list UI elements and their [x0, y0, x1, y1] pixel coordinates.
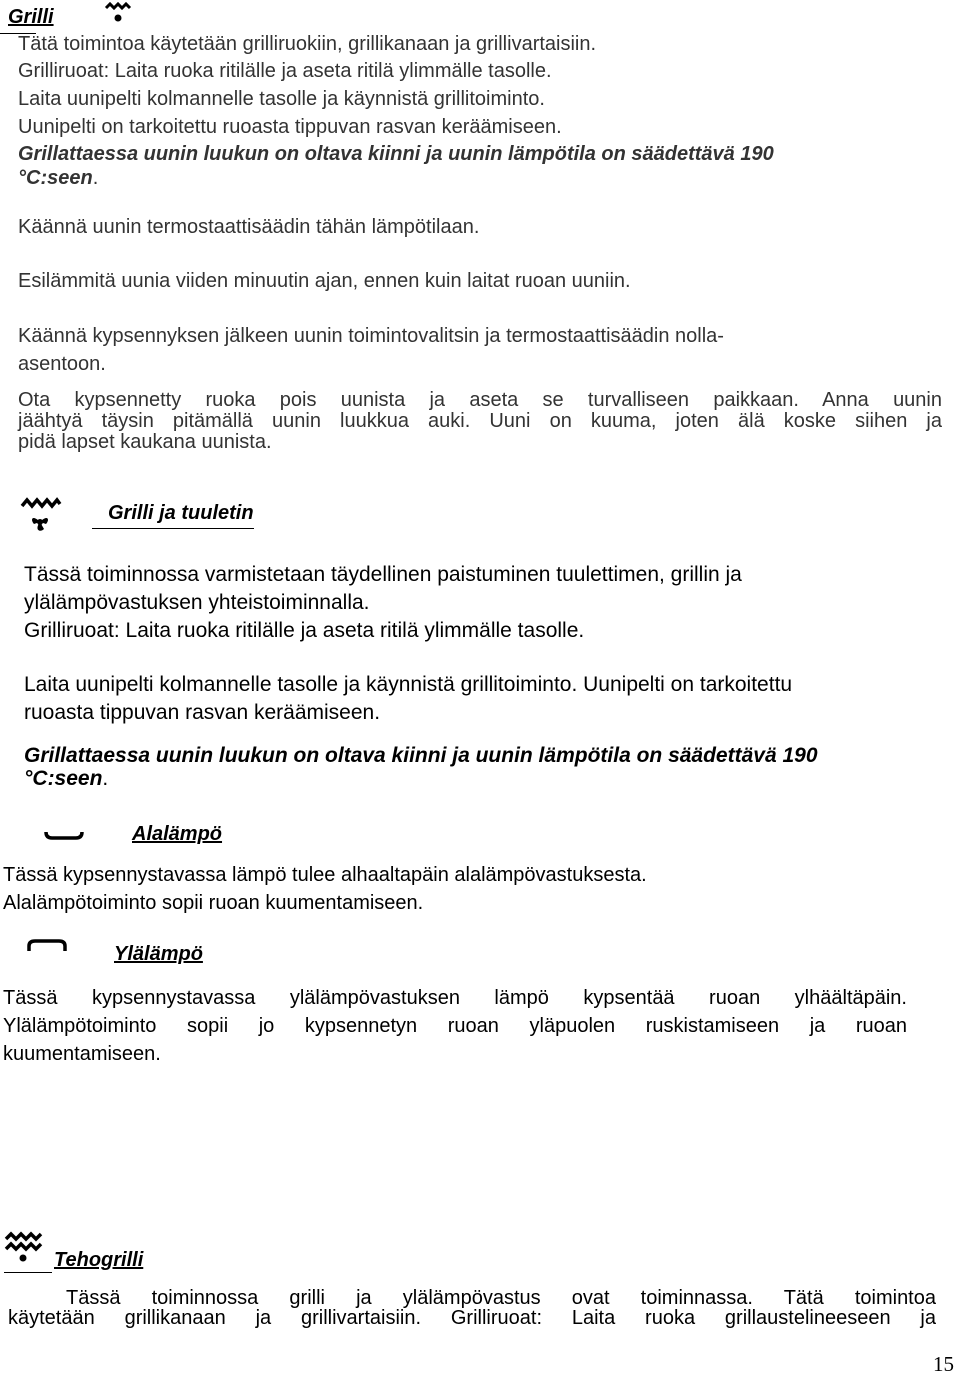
grilli-safety-line-2: jäähtyä täysin pitämällä uunin luukkua auki. Uuni on kuuma, joten älä koske siihen ja [18, 410, 942, 432]
section-heading-alalampo: Alalämpö [132, 823, 223, 845]
grill-icon [104, 2, 132, 24]
warning-temperature: °C:seen [18, 167, 93, 189]
grill-fan-icon [20, 498, 62, 534]
section-heading-tehogrilli: Tehogrilli [54, 1249, 144, 1271]
alalampo-line-1: Tässä kypsennystavassa lämpö tulee alhaaltapäin alalämpövastuksesta. [3, 864, 647, 886]
grilli-warning-line-2 [18, 165, 98, 191]
section-heading-grilli: Grilli [8, 6, 54, 28]
tuuletin-warning-line-2 [24, 765, 108, 792]
grilli-safety-line-3: pidä lapset kaukana uunista. [18, 431, 272, 453]
tuuletin-p1-line-2: ylälämpövastuksen yhteistoiminnalla. [24, 591, 370, 614]
heading-rule [4, 1272, 52, 1273]
heading-text: Grilli ja tuuletin [108, 502, 254, 524]
bottom-heat-icon [44, 828, 84, 842]
turbo-grill-icon [4, 1232, 44, 1272]
grilli-line-4: Uunipelti on tarkoitettu ruoasta tippuvan rasvan keräämiseen. [18, 116, 562, 138]
tuuletin-p1-line-3: Grilliruoat: Laita ruoka ritilälle ja aseta ritilä ylimmälle tasolle. [24, 619, 585, 642]
grilli-step-3-line-2: asentoon. [18, 353, 106, 375]
ylalampo-line-3: kuumentamiseen. [3, 1043, 161, 1065]
tehogrilli-line-2: käytetään grillikanaan ja grillivartaisiin. Grilliruoat: Laita ruoka grillaustelineeseen ja [8, 1307, 936, 1329]
ylalampo-line-2: Ylälämpötoiminto sopii jo kypsennetyn ruoan yläpuolen ruskistamiseen ja ruoan [3, 1015, 907, 1037]
grilli-warning-line-1: Grillattaessa uunin luukun on oltava kiinni ja uunin lämpötila on säädettävä 190 [18, 143, 774, 165]
tuuletin-p2-line-2: ruoasta tippuvan rasvan keräämiseen. [24, 701, 381, 724]
page-number: 15 [933, 1352, 954, 1376]
ylalampo-line-1: Tässä kypsennystavassa ylälämpövastuksen lämpö kypsentää ruoan ylhäältäpäin. [3, 987, 907, 1009]
grilli-line-1: Tätä toimintoa käytetään grilliruokiin, grillikanaan ja grillivartaisiin. [18, 33, 597, 55]
section-heading-grilli-ja-tuuletin [92, 502, 254, 529]
warning-period: . [92, 167, 99, 189]
warning-temperature: °C:seen [24, 767, 103, 790]
tuuletin-p2-line-1: Laita uunipelti kolmannelle tasolle ja käynnistä grillitoiminto. Uunipelti on tarkoitettu [24, 673, 793, 696]
grilli-line-3: Laita uunipelti kolmannelle tasolle ja käynnistä grillitoiminto. [18, 88, 545, 110]
tuuletin-p1-line-1: Tässä toiminnossa varmistetaan täydellinen paistuminen tuulettimen, grillin ja [24, 563, 742, 586]
tehogrilli-line-1: Tässä toiminnossa grilli ja ylälämpövastus ovat toiminnassa. Tätä toimintoa [66, 1287, 936, 1309]
tuuletin-warning-line-1: Grillattaessa uunin luukun on oltava kiinni ja uunin lämpötila on säädettävä 190 [24, 744, 818, 767]
grilli-step-3-line-1: Käännä kypsennyksen jälkeen uunin toimintovalitsin ja termostaattisäädin nolla- [18, 325, 724, 347]
top-heat-icon [26, 938, 68, 954]
warning-period: . [102, 767, 109, 790]
section-heading-ylalampo: Ylälämpö [114, 943, 203, 965]
grilli-step-2: Esilämmitä uunia viiden minuutin ajan, ennen kuin laitat ruoan uuniin. [18, 270, 631, 292]
grilli-step-1: Käännä uunin termostaattisäädin tähän lämpötilaan. [18, 216, 480, 238]
grilli-safety-line-1: Ota kypsennetty ruoka pois uunista ja aseta se turvalliseen paikkaan. Anna uunin [18, 389, 942, 411]
grilli-line-2: Grilliruoat: Laita ruoka ritilälle ja aseta ritilä ylimmälle tasolle. [18, 60, 552, 82]
alalampo-line-2: Alalämpötoiminto sopii ruoan kuumentamiseen. [3, 892, 424, 914]
